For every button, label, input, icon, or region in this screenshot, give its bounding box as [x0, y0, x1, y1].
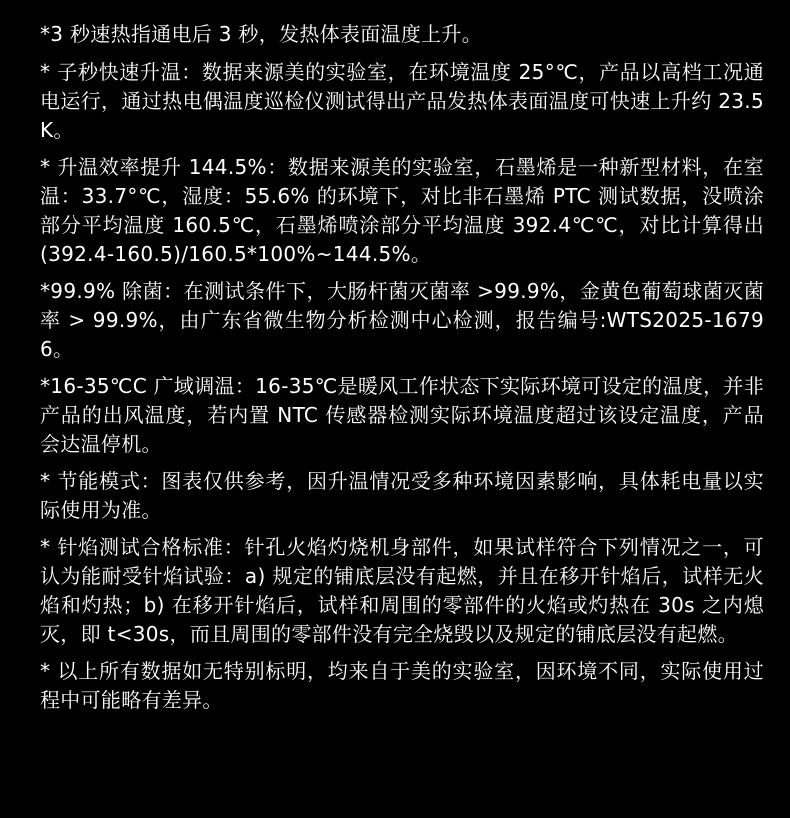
note-temperature-range: *16-35℃C 广域调温：16-35℃是暖风工作状态下实际环境可设定的温度，并非产品的出风温度，若内置 NTC 传感器检测实际环境温度超过该设定温度，产品会达温停机。 [40, 374, 764, 456]
note-energy-saving-mode: * 节能模式：图表仅供参考，因升温情况受多种环境因素影响，具体耗电量以实际使用为准。 [40, 469, 764, 522]
note-data-source: * 以上所有数据如无特别标明，均来自于美的实验室，因环境不同，实际使用过程中可能略有差异。 [40, 659, 764, 712]
note-sterilization: *99.9% 除菌：在测试条件下，大肠杆菌灭菌率 >99.9%，金黄色葡萄球菌灭菌率 > 99.9%，由广东省微生物分析检测中心检测，报告编号:WTS2025-16796。 [40, 279, 764, 361]
note-quick-heat: *3 秒速热指通电后 3 秒，发热体表面温度上升。 [40, 22, 483, 46]
note-needle-flame-test: * 针焰测试合格标准：针孔火焰灼烧机身部件，如果试样符合下列情况之一，可认为能耐受针焰试验：a) 规定的铺底层没有起燃，并且在移开针焰后，试样无火焰和灼热；b) 在移开针焰后，试样和周围的零部件的火焰或灼热在 30s 之内熄灭，即 t<30s，而且周围的零部件没有完全烧毁以及规定的铺底层没有起燃。 [40, 535, 764, 646]
note-heating-efficiency: * 升温效率提升 144.5%：数据来源美的实验室，石墨烯是一种新型材料，在室温：33.7°℃，湿度：55.6% 的环境下，对比非石墨烯 PTC 测试数据，没喷涂部分平均温度 160.5℃，石墨烯喷涂部分平均温度 392.4℃℃，对比计算得出 (392.4-160.5)/160.5*100%~144.5%。 [40, 155, 764, 266]
note-fast-warmup: * 子秒快速升温：数据来源美的实验室，在环境温度 25°℃，产品以高档工况通电运行，通过热电偶温度巡检仪测试得出产品发热体表面温度可快速上升约 23.5K。 [40, 60, 764, 142]
